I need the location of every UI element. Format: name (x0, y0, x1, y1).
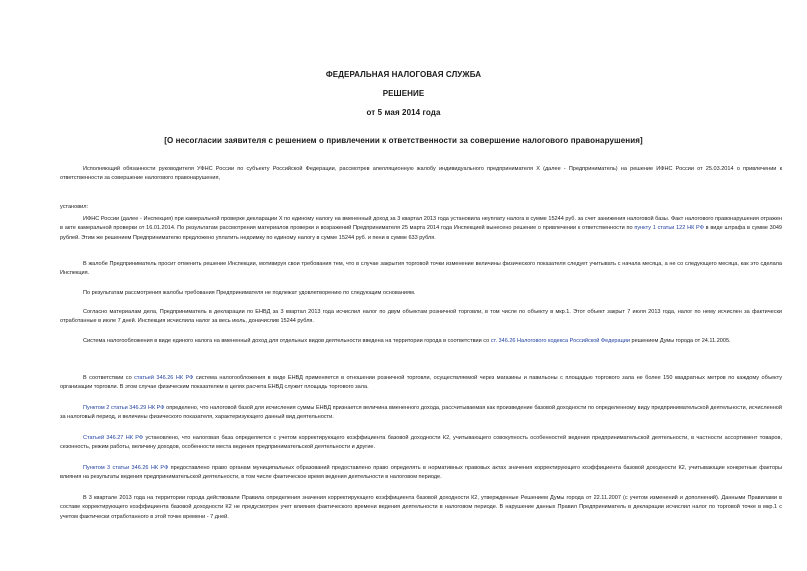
paragraph-text: В соответствии со (83, 375, 135, 381)
paragraph-text: ИФНС России (далее - Инспекция) при камеральной проверке декларации Х по единому налогу на вмененный доход за 3 квартал 2013 года установила неуплату налога в сумме 15244 руб. за счет занижения налоговой базы. Факт налогового правонарушения отражен в акте камеральной проверки от 16.01.2014. По результатам рассмотрения материалов проверки и возражений Предпринимателя 25 марта 2014 года Инспекцией вынесено решение о привлечении к ответственности по (60, 216, 782, 232)
paragraph-retail-trade (60, 374, 782, 393)
paragraph-text: система налогообложения в виде ЕНВД применяется в отношении розничной торговли, осуществляемой через магазины и павильоны с площадью торгового зала не более 150 квадратных метров по каждому объекту организации торговли. В этом случае физическим показателем в целях расчета ЕНВД служит площадь торгового зала. (60, 375, 782, 391)
paragraph-complaint: В жалобе Предприниматель просит отменить решение Инспекции, мотивируя свои требования тем, что в случае закрытия торговой точки изменение величины физического показателя следует учитывать с начала месяца, а не со следующего месяца, как это сделала Инспекция. (60, 261, 782, 277)
paragraph-established: установил: (60, 204, 89, 210)
paragraph-city-rules: В 3 квартале 2013 года на территории города действовали Правила определения значения корректирующего коэффициента базовой доходности К2, утвержденные Решением Думы города от 22.11.2007 (с учетом изменений и дополнений). Данными Правилами в составе корректирующего коэффициента базовой доходности К2 не предусмотрен учет влияния фактического времени ведения деятельности в налоговом периоде. В нарушение данных Правил Предприниматель в декларации исчислил налог по торговой точке в мкр.1 с учетом фактически отработанного в этой точке времени - 7 дней. (60, 495, 782, 520)
law-link-art346-27[interactable]: Статьей 346.27 НК РФ (83, 435, 144, 441)
paragraph-text: определено, что налоговой базой для исчисления суммы ЕНВД признается величина вмененного дохода, рассчитываемая как произведение базовой доходности по определенному виду предпринимательской деятельности, исчисленной за налоговый период, и величины физического показателя, характеризующего данный вид деятельности. (60, 405, 782, 421)
law-link-art346-26[interactable]: статьей 346.26 НК РФ (134, 375, 194, 381)
paragraph-preamble: Исполняющий обязанности руководителя УФНС России по субъекту Российской Федерации, рассмотрев апелляционную жалобу индивидуального предпринимателя Х (далее - Предприниматель) на решение ИФНС России от 25.03.2014 о привлечении к ответственности за совершение налогового правонарушения, (60, 166, 782, 182)
agency-heading: ФЕДЕРАЛЬНАЯ НАЛОГОВАЯ СЛУЖБА (325, 70, 482, 79)
paragraph-decision-grounds: По результатам рассмотрения жалобы требования Предпринимателя не подлежат удовлетворению по следующим основаниям. (83, 290, 416, 296)
paragraph-case-materials: Согласно материалам дела, Предприниматель в декларации по ЕНВД за 3 квартал 2013 года исчислил налог по двум объектам розничной торговли, в том числе по объекту в мкр.1. Этот объект закрыт 7 июля 2013 года, налог по нему исчислен за фактически отработанные в июле 7 дней. Инспекция исчислила налог за весь июль, доначислив 15244 рубля. (60, 309, 782, 325)
paragraph-taxation-system (60, 337, 782, 346)
law-link-p2-art346-29[interactable]: Пунктом 2 статьи 346.29 НК РФ (83, 405, 165, 411)
paragraph-tax-base (60, 404, 782, 423)
paragraph-municipal-rights (60, 464, 782, 483)
paragraph-text: установлено, что налоговая база определяется с учетом корректирующего коэффициента базовой доходности К2, учитывающего совокупность особенностей ведения предпринимательской деятельности, в частности ассортимент товаров, сезонность, режим работы, величину доходов, особенности места ведения предпринимательской деятельности и другие. (60, 435, 782, 451)
paragraph-inspection-findings (60, 215, 782, 243)
document-date: от 5 мая 2014 года (366, 108, 441, 117)
law-link-p1-art122[interactable]: пункту 1 статьи 122 НК РФ (634, 225, 704, 232)
law-link-art346-26-tax-code[interactable]: ст. 346.26 Налогового кодекса Российской Федерации (490, 338, 630, 344)
paragraph-k2-coefficient (60, 434, 782, 453)
paragraph-text: Система налогообложения в виде единого налога на вмененный доход для отдельных видов деятельности введена на территории города в соответствии со (83, 338, 491, 344)
paragraph-text: в виде штрафа в сумме 3049 рублей. Этим же решением Предпринимателю предложено уплатить недоимку по единому налогу в сумме 15244 руб. и пени в сумме 633 рубля. (60, 225, 782, 241)
paragraph-text: предоставлено право органам муниципальных образований предоставлено право определять в нормативных правовых актах значения корректирующего коэффициента базовой доходности К2, учитывающие конкретные факторы влияния на результаты ведения предпринимательской деятельности, в том числе фактическое время ведения деятельности в налоговом периоде. (60, 465, 782, 481)
paragraph-text: решением Думы города от 24.11.2005. (629, 338, 731, 344)
document-subject: [О несогласии заявителя с решением о привлечении к ответственности за совершение налогового правонарушения] (164, 136, 643, 145)
law-link-p3-art346-26[interactable]: Пунктом 3 статьи 346.26 НК РФ (83, 465, 169, 471)
document-type-heading: РЕШЕНИЕ (382, 89, 425, 98)
